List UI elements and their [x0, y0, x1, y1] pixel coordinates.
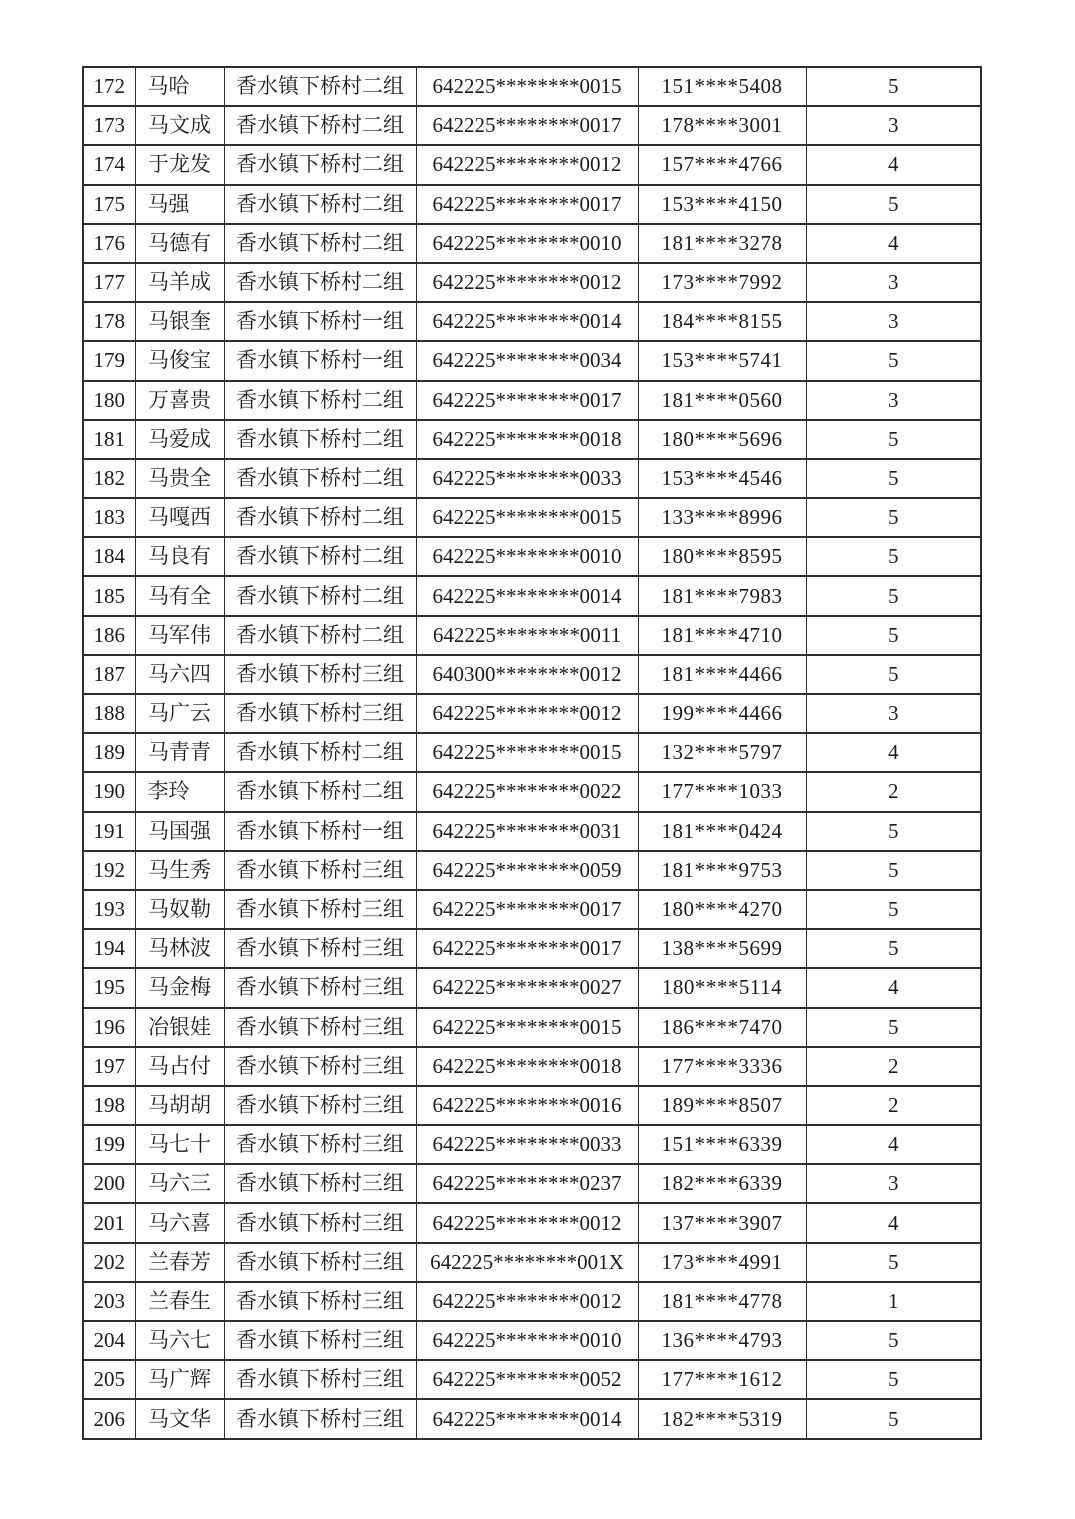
row-number-cell: 192	[83, 851, 135, 890]
count-cell: 3	[806, 302, 981, 341]
phone-number-cell: 181****0424	[638, 812, 806, 851]
table-row	[83, 890, 981, 929]
row-number-cell: 175	[83, 185, 135, 224]
phone-number-cell: 181****7983	[638, 576, 806, 615]
phone-number-cell: 182****5319	[638, 1399, 806, 1439]
row-number-cell: 189	[83, 733, 135, 772]
table-row	[83, 694, 981, 733]
phone-number-cell: 199****4466	[638, 694, 806, 733]
person-name-cell: 马六四	[135, 655, 224, 694]
row-number-cell: 206	[83, 1399, 135, 1439]
phone-number-cell: 181****0560	[638, 381, 806, 420]
person-name-cell: 马国强	[135, 812, 224, 851]
address-cell: 香水镇下桥村三组	[224, 1125, 416, 1164]
phone-number-cell: 181****4710	[638, 616, 806, 655]
table-row	[83, 616, 981, 655]
count-cell: 1	[806, 1282, 981, 1321]
count-cell: 5	[806, 459, 981, 498]
phone-number-cell: 133****8996	[638, 498, 806, 537]
row-number-cell: 184	[83, 537, 135, 576]
count-cell: 3	[806, 1164, 981, 1203]
address-cell: 香水镇下桥村三组	[224, 655, 416, 694]
id-number-cell: 642225********0014	[416, 1399, 638, 1439]
address-cell: 香水镇下桥村三组	[224, 1164, 416, 1203]
id-number-cell: 642225********0027	[416, 968, 638, 1007]
id-number-cell: 642225********0017	[416, 106, 638, 145]
person-name-cell: 马嘎西	[135, 498, 224, 537]
phone-number-cell: 180****5696	[638, 420, 806, 459]
records-table	[82, 66, 982, 1440]
table-row	[83, 655, 981, 694]
count-cell: 5	[806, 341, 981, 380]
phone-number-cell: 138****5699	[638, 929, 806, 968]
count-cell: 4	[806, 224, 981, 263]
address-cell: 香水镇下桥村三组	[224, 1399, 416, 1439]
phone-number-cell: 137****3907	[638, 1203, 806, 1242]
count-cell: 5	[806, 420, 981, 459]
id-number-cell: 642225********0018	[416, 420, 638, 459]
id-number-cell: 642225********0016	[416, 1086, 638, 1125]
id-number-cell: 642225********0010	[416, 1321, 638, 1360]
phone-number-cell: 181****4466	[638, 655, 806, 694]
id-number-cell: 642225********0015	[416, 733, 638, 772]
table-row	[83, 145, 981, 184]
table-row	[83, 1086, 981, 1125]
count-cell: 5	[806, 537, 981, 576]
person-name-cell: 马文成	[135, 106, 224, 145]
person-name-cell	[135, 185, 224, 224]
count-cell: 5	[806, 929, 981, 968]
count-cell: 5	[806, 812, 981, 851]
address-cell: 香水镇下桥村三组	[224, 1203, 416, 1242]
table-row	[83, 1203, 981, 1242]
address-cell: 香水镇下桥村二组	[224, 263, 416, 302]
id-number-cell: 642225********0017	[416, 381, 638, 420]
count-cell: 4	[806, 733, 981, 772]
address-cell: 香水镇下桥村二组	[224, 381, 416, 420]
person-name-cell: 马占付	[135, 1047, 224, 1086]
table-row	[83, 772, 981, 811]
count-cell: 5	[806, 1243, 981, 1282]
id-number-cell: 642225********0034	[416, 341, 638, 380]
count-cell: 5	[806, 890, 981, 929]
address-cell: 香水镇下桥村二组	[224, 224, 416, 263]
count-cell: 5	[806, 1360, 981, 1399]
id-number-cell: 642225********0033	[416, 459, 638, 498]
table-row	[83, 302, 981, 341]
address-cell: 香水镇下桥村一组	[224, 302, 416, 341]
phone-number-cell: 184****8155	[638, 302, 806, 341]
row-number-cell: 181	[83, 420, 135, 459]
id-number-cell: 642225********0010	[416, 224, 638, 263]
table-row	[83, 224, 981, 263]
table-row	[83, 1282, 981, 1321]
table-row	[83, 67, 981, 106]
phone-number-cell: 181****3278	[638, 224, 806, 263]
address-cell: 香水镇下桥村二组	[224, 733, 416, 772]
phone-number-cell: 136****4793	[638, 1321, 806, 1360]
table-row	[83, 851, 981, 890]
phone-number-cell: 181****9753	[638, 851, 806, 890]
person-name-cell: 马广辉	[135, 1360, 224, 1399]
id-number-cell: 642225********0033	[416, 1125, 638, 1164]
id-number-cell: 642225********0059	[416, 851, 638, 890]
phone-number-cell: 189****8507	[638, 1086, 806, 1125]
id-number-cell: 642225********0014	[416, 302, 638, 341]
person-name-cell: 马青青	[135, 733, 224, 772]
address-cell: 香水镇下桥村三组	[224, 1243, 416, 1282]
id-number-cell: 642225********0012	[416, 1203, 638, 1242]
person-name-cell: 于龙发	[135, 145, 224, 184]
table-row	[83, 420, 981, 459]
row-number-cell: 180	[83, 381, 135, 420]
phone-number-cell: 132****5797	[638, 733, 806, 772]
count-cell: 2	[806, 772, 981, 811]
row-number-cell: 199	[83, 1125, 135, 1164]
count-cell: 5	[806, 851, 981, 890]
count-cell: 4	[806, 1125, 981, 1164]
address-cell: 香水镇下桥村一组	[224, 812, 416, 851]
phone-number-cell: 153****5741	[638, 341, 806, 380]
row-number-cell: 178	[83, 302, 135, 341]
count-cell: 3	[806, 694, 981, 733]
address-cell: 香水镇下桥村二组	[224, 772, 416, 811]
address-cell: 香水镇下桥村三组	[224, 1282, 416, 1321]
table-row	[83, 498, 981, 537]
person-name-text: 李玲	[147, 779, 190, 804]
address-cell: 香水镇下桥村二组	[224, 420, 416, 459]
row-number-cell: 194	[83, 929, 135, 968]
person-name-cell: 马生秀	[135, 851, 224, 890]
table-row	[83, 185, 981, 224]
count-cell: 3	[806, 106, 981, 145]
person-name-cell: 马贵全	[135, 459, 224, 498]
count-cell: 2	[806, 1047, 981, 1086]
person-name-cell: 马六七	[135, 1321, 224, 1360]
person-name-cell: 马爱成	[135, 420, 224, 459]
row-number-cell: 176	[83, 224, 135, 263]
count-cell: 2	[806, 1086, 981, 1125]
address-cell: 香水镇下桥村三组	[224, 890, 416, 929]
person-name-cell: 马金梅	[135, 968, 224, 1007]
phone-number-cell: 186****7470	[638, 1008, 806, 1047]
count-cell: 5	[806, 1008, 981, 1047]
table-row	[83, 576, 981, 615]
id-number-cell: 642225********0022	[416, 772, 638, 811]
address-cell: 香水镇下桥村三组	[224, 694, 416, 733]
id-number-cell: 642225********0017	[416, 929, 638, 968]
row-number-cell: 201	[83, 1203, 135, 1242]
count-cell: 4	[806, 968, 981, 1007]
count-cell: 3	[806, 263, 981, 302]
phone-number-cell: 173****4991	[638, 1243, 806, 1282]
table-row	[83, 1399, 981, 1439]
records-table-body	[83, 67, 981, 1439]
row-number-cell: 202	[83, 1243, 135, 1282]
address-cell: 香水镇下桥村二组	[224, 576, 416, 615]
id-number-cell: 642225********0017	[416, 890, 638, 929]
row-number-cell: 185	[83, 576, 135, 615]
row-number-cell: 198	[83, 1086, 135, 1125]
address-cell: 香水镇下桥村二组	[224, 67, 416, 106]
table-row	[83, 106, 981, 145]
phone-number-cell: 178****3001	[638, 106, 806, 145]
row-number-cell: 183	[83, 498, 135, 537]
count-cell: 4	[806, 1203, 981, 1242]
address-cell: 香水镇下桥村二组	[224, 537, 416, 576]
person-name-cell	[135, 67, 224, 106]
table-row	[83, 733, 981, 772]
row-number-cell: 187	[83, 655, 135, 694]
row-number-cell: 191	[83, 812, 135, 851]
person-name-cell: 马良有	[135, 537, 224, 576]
id-number-cell: 642225********0018	[416, 1047, 638, 1086]
id-number-cell: 642225********0012	[416, 145, 638, 184]
row-number-cell: 200	[83, 1164, 135, 1203]
person-name-cell: 马有全	[135, 576, 224, 615]
id-number-cell: 642225********0010	[416, 537, 638, 576]
row-number-cell: 173	[83, 106, 135, 145]
row-number-cell: 182	[83, 459, 135, 498]
address-cell: 香水镇下桥村三组	[224, 1321, 416, 1360]
phone-number-cell: 181****4778	[638, 1282, 806, 1321]
phone-number-cell: 180****4270	[638, 890, 806, 929]
address-cell: 香水镇下桥村三组	[224, 1360, 416, 1399]
table-row	[83, 968, 981, 1007]
phone-number-cell: 180****5114	[638, 968, 806, 1007]
table-row	[83, 1047, 981, 1086]
table-row	[83, 459, 981, 498]
row-number-cell: 177	[83, 263, 135, 302]
person-name-cell	[135, 772, 224, 811]
id-number-cell: 642225********0015	[416, 498, 638, 537]
phone-number-cell: 173****7992	[638, 263, 806, 302]
address-cell: 香水镇下桥村二组	[224, 616, 416, 655]
phone-number-cell: 177****1033	[638, 772, 806, 811]
count-cell: 5	[806, 498, 981, 537]
id-number-cell: 642225********0015	[416, 1008, 638, 1047]
count-cell: 4	[806, 145, 981, 184]
table-row	[83, 929, 981, 968]
address-cell: 香水镇下桥村三组	[224, 1047, 416, 1086]
phone-number-cell: 177****3336	[638, 1047, 806, 1086]
table-row	[83, 263, 981, 302]
id-number-cell: 642225********001X	[416, 1243, 638, 1282]
phone-number-cell: 182****6339	[638, 1164, 806, 1203]
count-cell: 5	[806, 616, 981, 655]
row-number-cell: 197	[83, 1047, 135, 1086]
person-name-cell: 马奴勒	[135, 890, 224, 929]
row-number-cell: 203	[83, 1282, 135, 1321]
address-cell: 香水镇下桥村二组	[224, 459, 416, 498]
address-cell: 香水镇下桥村二组	[224, 145, 416, 184]
person-name-cell: 马德有	[135, 224, 224, 263]
person-name-cell: 马六三	[135, 1164, 224, 1203]
table-row	[83, 812, 981, 851]
id-number-cell: 642225********0237	[416, 1164, 638, 1203]
address-cell: 香水镇下桥村三组	[224, 929, 416, 968]
table-row	[83, 1243, 981, 1282]
person-name-cell: 马林波	[135, 929, 224, 968]
phone-number-cell: 177****1612	[638, 1360, 806, 1399]
count-cell: 5	[806, 1321, 981, 1360]
person-name-cell: 马俊宝	[135, 341, 224, 380]
phone-number-cell: 151****6339	[638, 1125, 806, 1164]
row-number-cell: 204	[83, 1321, 135, 1360]
id-number-cell: 642225********0012	[416, 694, 638, 733]
row-number-cell: 193	[83, 890, 135, 929]
id-number-cell: 642225********0052	[416, 1360, 638, 1399]
table-row	[83, 1164, 981, 1203]
phone-number-cell: 151****5408	[638, 67, 806, 106]
person-name-cell: 马七十	[135, 1125, 224, 1164]
person-name-cell: 马广云	[135, 694, 224, 733]
id-number-cell: 642225********0012	[416, 1282, 638, 1321]
row-number-cell: 190	[83, 772, 135, 811]
count-cell: 5	[806, 655, 981, 694]
person-name-cell: 冶银娃	[135, 1008, 224, 1047]
address-cell: 香水镇下桥村二组	[224, 106, 416, 145]
id-number-cell: 640300********0012	[416, 655, 638, 694]
count-cell: 3	[806, 381, 981, 420]
phone-number-cell: 153****4546	[638, 459, 806, 498]
phone-number-cell: 180****8595	[638, 537, 806, 576]
person-name-cell: 马六喜	[135, 1203, 224, 1242]
count-cell: 5	[806, 576, 981, 615]
row-number-cell: 195	[83, 968, 135, 1007]
address-cell: 香水镇下桥村二组	[224, 185, 416, 224]
id-number-cell: 642225********0014	[416, 576, 638, 615]
person-name-cell: 马胡胡	[135, 1086, 224, 1125]
person-name-cell: 兰春生	[135, 1282, 224, 1321]
table-row	[83, 1321, 981, 1360]
address-cell: 香水镇下桥村三组	[224, 1008, 416, 1047]
table-row	[83, 341, 981, 380]
count-cell: 5	[806, 185, 981, 224]
row-number-cell: 172	[83, 67, 135, 106]
phone-number-cell: 153****4150	[638, 185, 806, 224]
id-number-cell: 642225********0015	[416, 67, 638, 106]
table-row	[83, 537, 981, 576]
person-name-cell: 马军伟	[135, 616, 224, 655]
id-number-cell: 642225********0011	[416, 616, 638, 655]
address-cell: 香水镇下桥村一组	[224, 341, 416, 380]
address-cell: 香水镇下桥村三组	[224, 851, 416, 890]
person-name-text: 马强	[147, 191, 190, 216]
row-number-cell: 196	[83, 1008, 135, 1047]
address-cell: 香水镇下桥村三组	[224, 1086, 416, 1125]
count-cell: 5	[806, 67, 981, 106]
id-number-cell: 642225********0012	[416, 263, 638, 302]
person-name-cell: 马银奎	[135, 302, 224, 341]
row-number-cell: 186	[83, 616, 135, 655]
id-number-cell: 642225********0031	[416, 812, 638, 851]
table-row	[83, 1360, 981, 1399]
person-name-cell: 马文华	[135, 1399, 224, 1439]
person-name-cell: 万喜贵	[135, 381, 224, 420]
person-name-text: 马哈	[147, 74, 190, 99]
count-cell: 5	[806, 1399, 981, 1439]
row-number-cell: 179	[83, 341, 135, 380]
person-name-cell: 马羊成	[135, 263, 224, 302]
row-number-cell: 205	[83, 1360, 135, 1399]
phone-number-cell: 157****4766	[638, 145, 806, 184]
row-number-cell: 188	[83, 694, 135, 733]
address-cell: 香水镇下桥村三组	[224, 968, 416, 1007]
row-number-cell: 174	[83, 145, 135, 184]
table-row	[83, 381, 981, 420]
table-row	[83, 1008, 981, 1047]
address-cell: 香水镇下桥村二组	[224, 498, 416, 537]
id-number-cell: 642225********0017	[416, 185, 638, 224]
table-row	[83, 1125, 981, 1164]
person-name-cell: 兰春芳	[135, 1243, 224, 1282]
